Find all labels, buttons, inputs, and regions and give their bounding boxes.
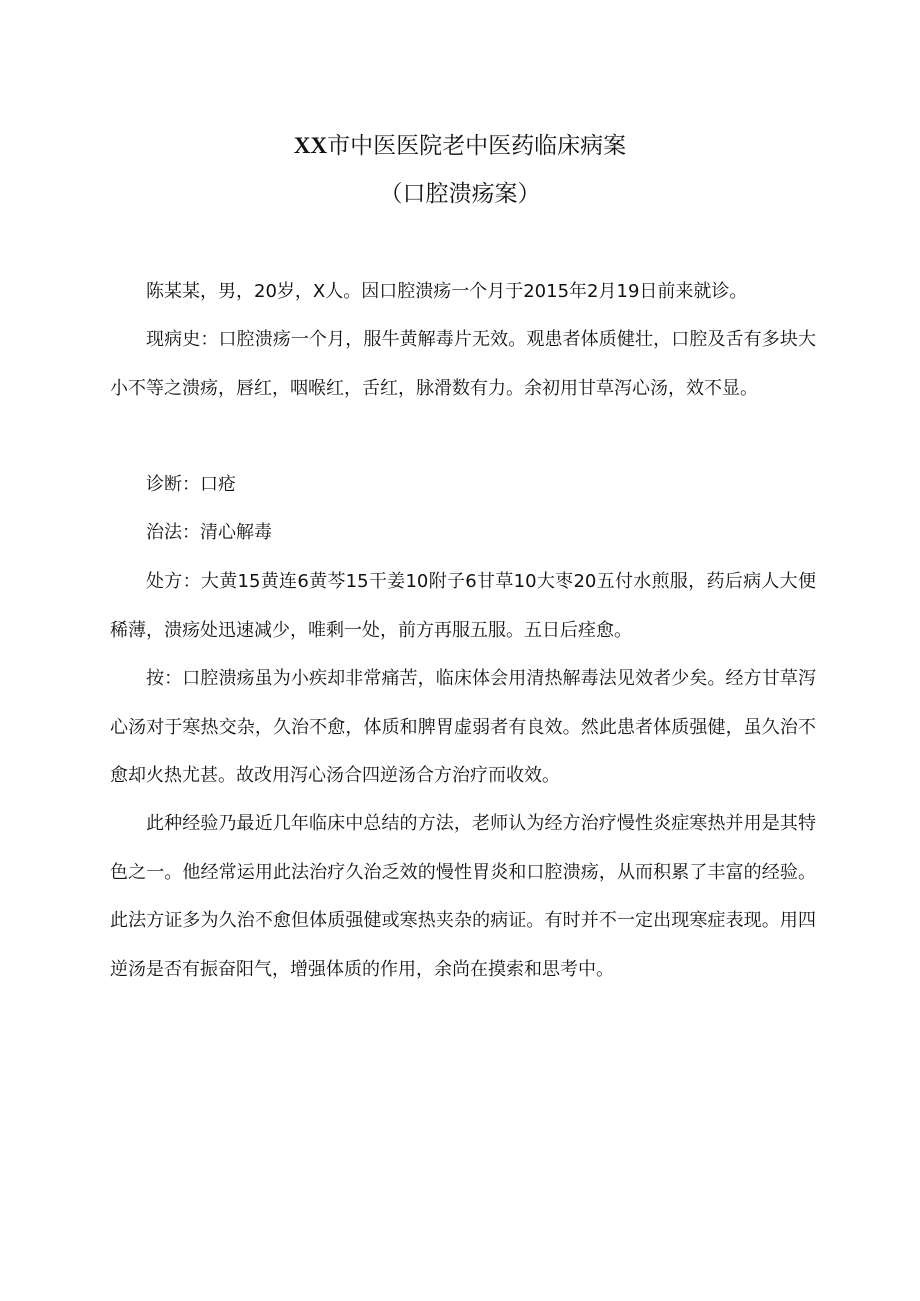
experience-paragraph: [110, 800, 816, 994]
experience-text: 此种经验乃最近几年临床中总结的方法，老师认为经方治疗慢性炎症寒热并用是其特色之一。他经常运用此法治疗久治乏效的慢性胃炎和口腔溃疡，从而积累了丰富的经验。此法方证多为久治不愈但体质强健或寒热夹杂的病证。有时并不一定出现寒症表现。用四逆汤是否有振奋阳气，增强体质的作用，余尚在摸索和思考中。: [110, 813, 816, 980]
prescription-text: 处方：大黄15黄连6黄芩15干姜10附子6甘草10大枣20五付水煎服，药后病人大便稀薄，溃疡处迅速减少，唯剩一处，前方再服五服。五日后痊愈。: [110, 571, 816, 641]
title-main-text: 市中医医院老中医药临床病案: [327, 133, 627, 159]
prescription-paragraph: [110, 558, 816, 655]
document-title: [0, 131, 920, 161]
treatment-paragraph: [110, 509, 816, 558]
note-paragraph: [110, 655, 816, 801]
intro-paragraph: [110, 268, 816, 317]
diagnosis-text: 诊断：口疮: [146, 474, 236, 495]
note-text: 按：口腔溃疡虽为小疾却非常痛苦，临床体会用清热解毒法见效者少矣。经方甘草泻心汤对于寒热交杂，久治不愈，体质和脾胃虚弱者有良效。然此患者体质强健，虽久治不愈却火热尤甚。故改用泻心汤合四逆汤合方治疗而收效。: [110, 668, 816, 786]
diagnosis-paragraph: [110, 461, 816, 510]
history-paragraph: [110, 316, 816, 413]
document-subtitle: （口腔溃疡案）: [379, 181, 541, 207]
history-text: 现病史：口腔溃疡一个月，服牛黄解毒片无效。观患者体质健壮，口腔及舌有多块大小不等之溃疡，唇红，咽喉红，舌红，脉滑数有力。余初用甘草泻心汤，效不显。: [110, 329, 816, 399]
treatment-text: 治法：清心解毒: [146, 522, 272, 543]
title-prefix: XX: [293, 133, 328, 158]
intro-text: 陈某某，男，20岁，X人。因口腔溃疡一个月于2015年2月19日前来就诊。: [146, 281, 748, 302]
